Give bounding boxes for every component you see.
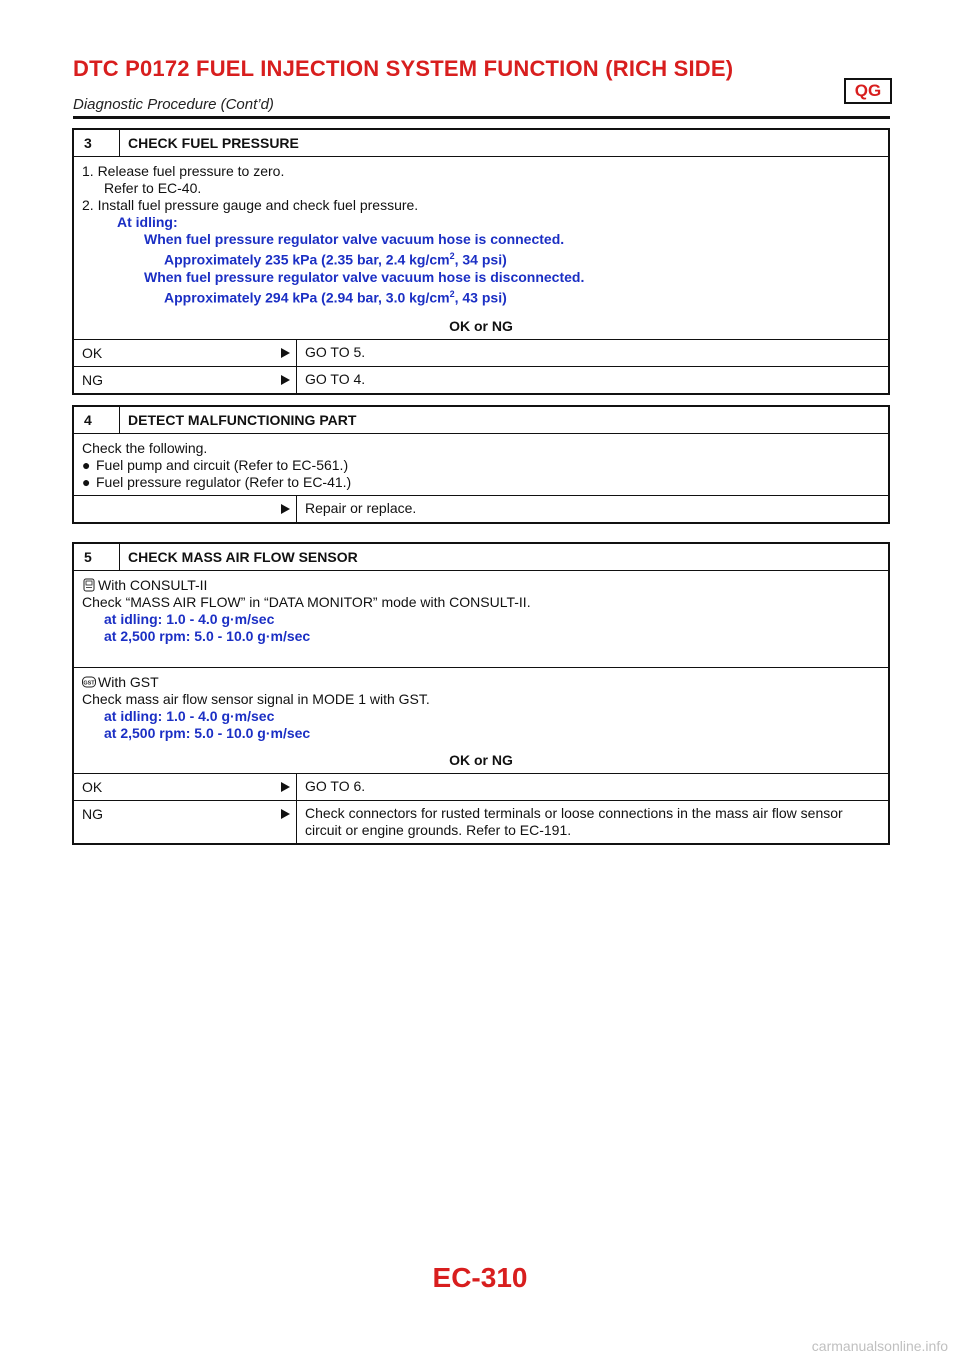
ok-or-ng-label: OK or NG [449,752,513,768]
step-3-body [74,157,888,340]
step-5-title-row [74,544,888,571]
engine-badge: QG [844,78,892,104]
spec-value: Approximately 294 kPa (2.94 bar, 3.0 $kg/cm^2$, 43 psi) [164,288,507,306]
result-key: OK [82,779,103,795]
step-4-box [72,405,890,524]
result-value: GO TO 5. [296,340,888,366]
result-row-ok [74,340,888,367]
arrow-right-icon [270,774,296,800]
spec-value: at idling: 1.0 - 4.0 g·m/sec [104,708,275,724]
instruction-line: 1. Release fuel pressure to zero. [82,163,285,179]
gst-icon [82,675,96,689]
bullet-icon: ● [82,474,91,490]
result-row-ng [74,801,888,843]
result-row-ok [74,774,888,801]
step-3-box [72,128,890,395]
result-value: GO TO 6. [296,774,888,800]
arrow-right-icon [270,367,296,393]
instruction-line: Check mass air flow sensor signal in MODE 1 with GST. [82,691,430,707]
step-3-title-row [74,130,888,157]
result-row [74,496,888,522]
consult-icon [82,578,96,592]
instruction-line: Refer to EC-40. [104,180,202,196]
gst-section [74,668,888,774]
arrow-right-icon [270,801,296,843]
instruction-line: Check “MASS AIR FLOW” in “DATA MONITOR” mode with CONSULT-II. [82,594,531,610]
ok-or-ng-label: OK or NG [449,318,513,335]
page-title: DTC P0172 FUEL INJECTION SYSTEM FUNCTION (RICH SIDE) [73,56,734,81]
arrow-right-icon [270,496,296,522]
svg-text:GST: GST [83,680,95,687]
step-number: 4 [74,407,120,433]
watermark: carmanualsonline.info [811,1338,948,1354]
header-rule [73,116,890,119]
page-number: EC-310 [432,1262,528,1293]
list-item: ● Fuel pressure regulator (Refer to EC-41.) [82,474,352,490]
instruction-line: Check the following. [82,440,208,456]
result-key: NG [82,806,103,822]
spec-condition: When fuel pressure regulator valve vacuum hose is connected. [144,231,565,247]
result-row-ng [74,367,888,393]
step-title: DETECT MALFUNCTIONING PART [128,412,357,428]
page-subtitle: Diagnostic Procedure (Cont’d) [73,96,274,113]
result-key: NG [82,372,103,389]
step-title: CHECK MASS AIR FLOW SENSOR [128,549,358,565]
instruction-line: 2. Install fuel pressure gauge and check fuel pressure. [82,197,419,213]
spec-value: at 2,500 rpm: 5.0 - 10.0 g·m/sec [104,725,311,741]
step-number: 5 [74,544,120,570]
step-number: 3 [74,130,120,156]
spec-value: at 2,500 rpm: 5.0 - 10.0 g·m/sec [104,628,311,644]
spec-condition: When fuel pressure regulator valve vacuum hose is disconnected. [144,268,585,285]
list-item: ● Fuel pump and circuit (Refer to EC-561.) [82,457,349,473]
spec-value: Approximately 235 kPa (2.35 bar, 2.4 $kg/cm^2$, 34 psi) [164,251,507,268]
consult-section [74,571,888,668]
result-value: Repair or replace. [296,496,888,522]
gst-heading: GST With GST [83,674,159,690]
arrow-right-icon [270,340,296,366]
bullet-icon: ● [82,457,91,473]
spec-heading: At idling: [117,214,178,230]
result-key [74,496,270,522]
result-key: OK [82,345,103,362]
result-value: Check connectors for rusted terminals or loose connections in the mass air flow sensor circuit or engine grounds. Refer to EC-191. [296,801,888,843]
step-4-body [74,434,888,496]
step-title: CHECK FUEL PRESSURE [128,135,299,151]
step-4-title-row [74,407,888,434]
result-value: GO TO 4. [296,367,888,393]
spec-value: at idling: 1.0 - 4.0 g·m/sec [104,611,275,627]
consult-heading: With CONSULT-II [82,577,880,594]
step-5-box [72,542,890,845]
